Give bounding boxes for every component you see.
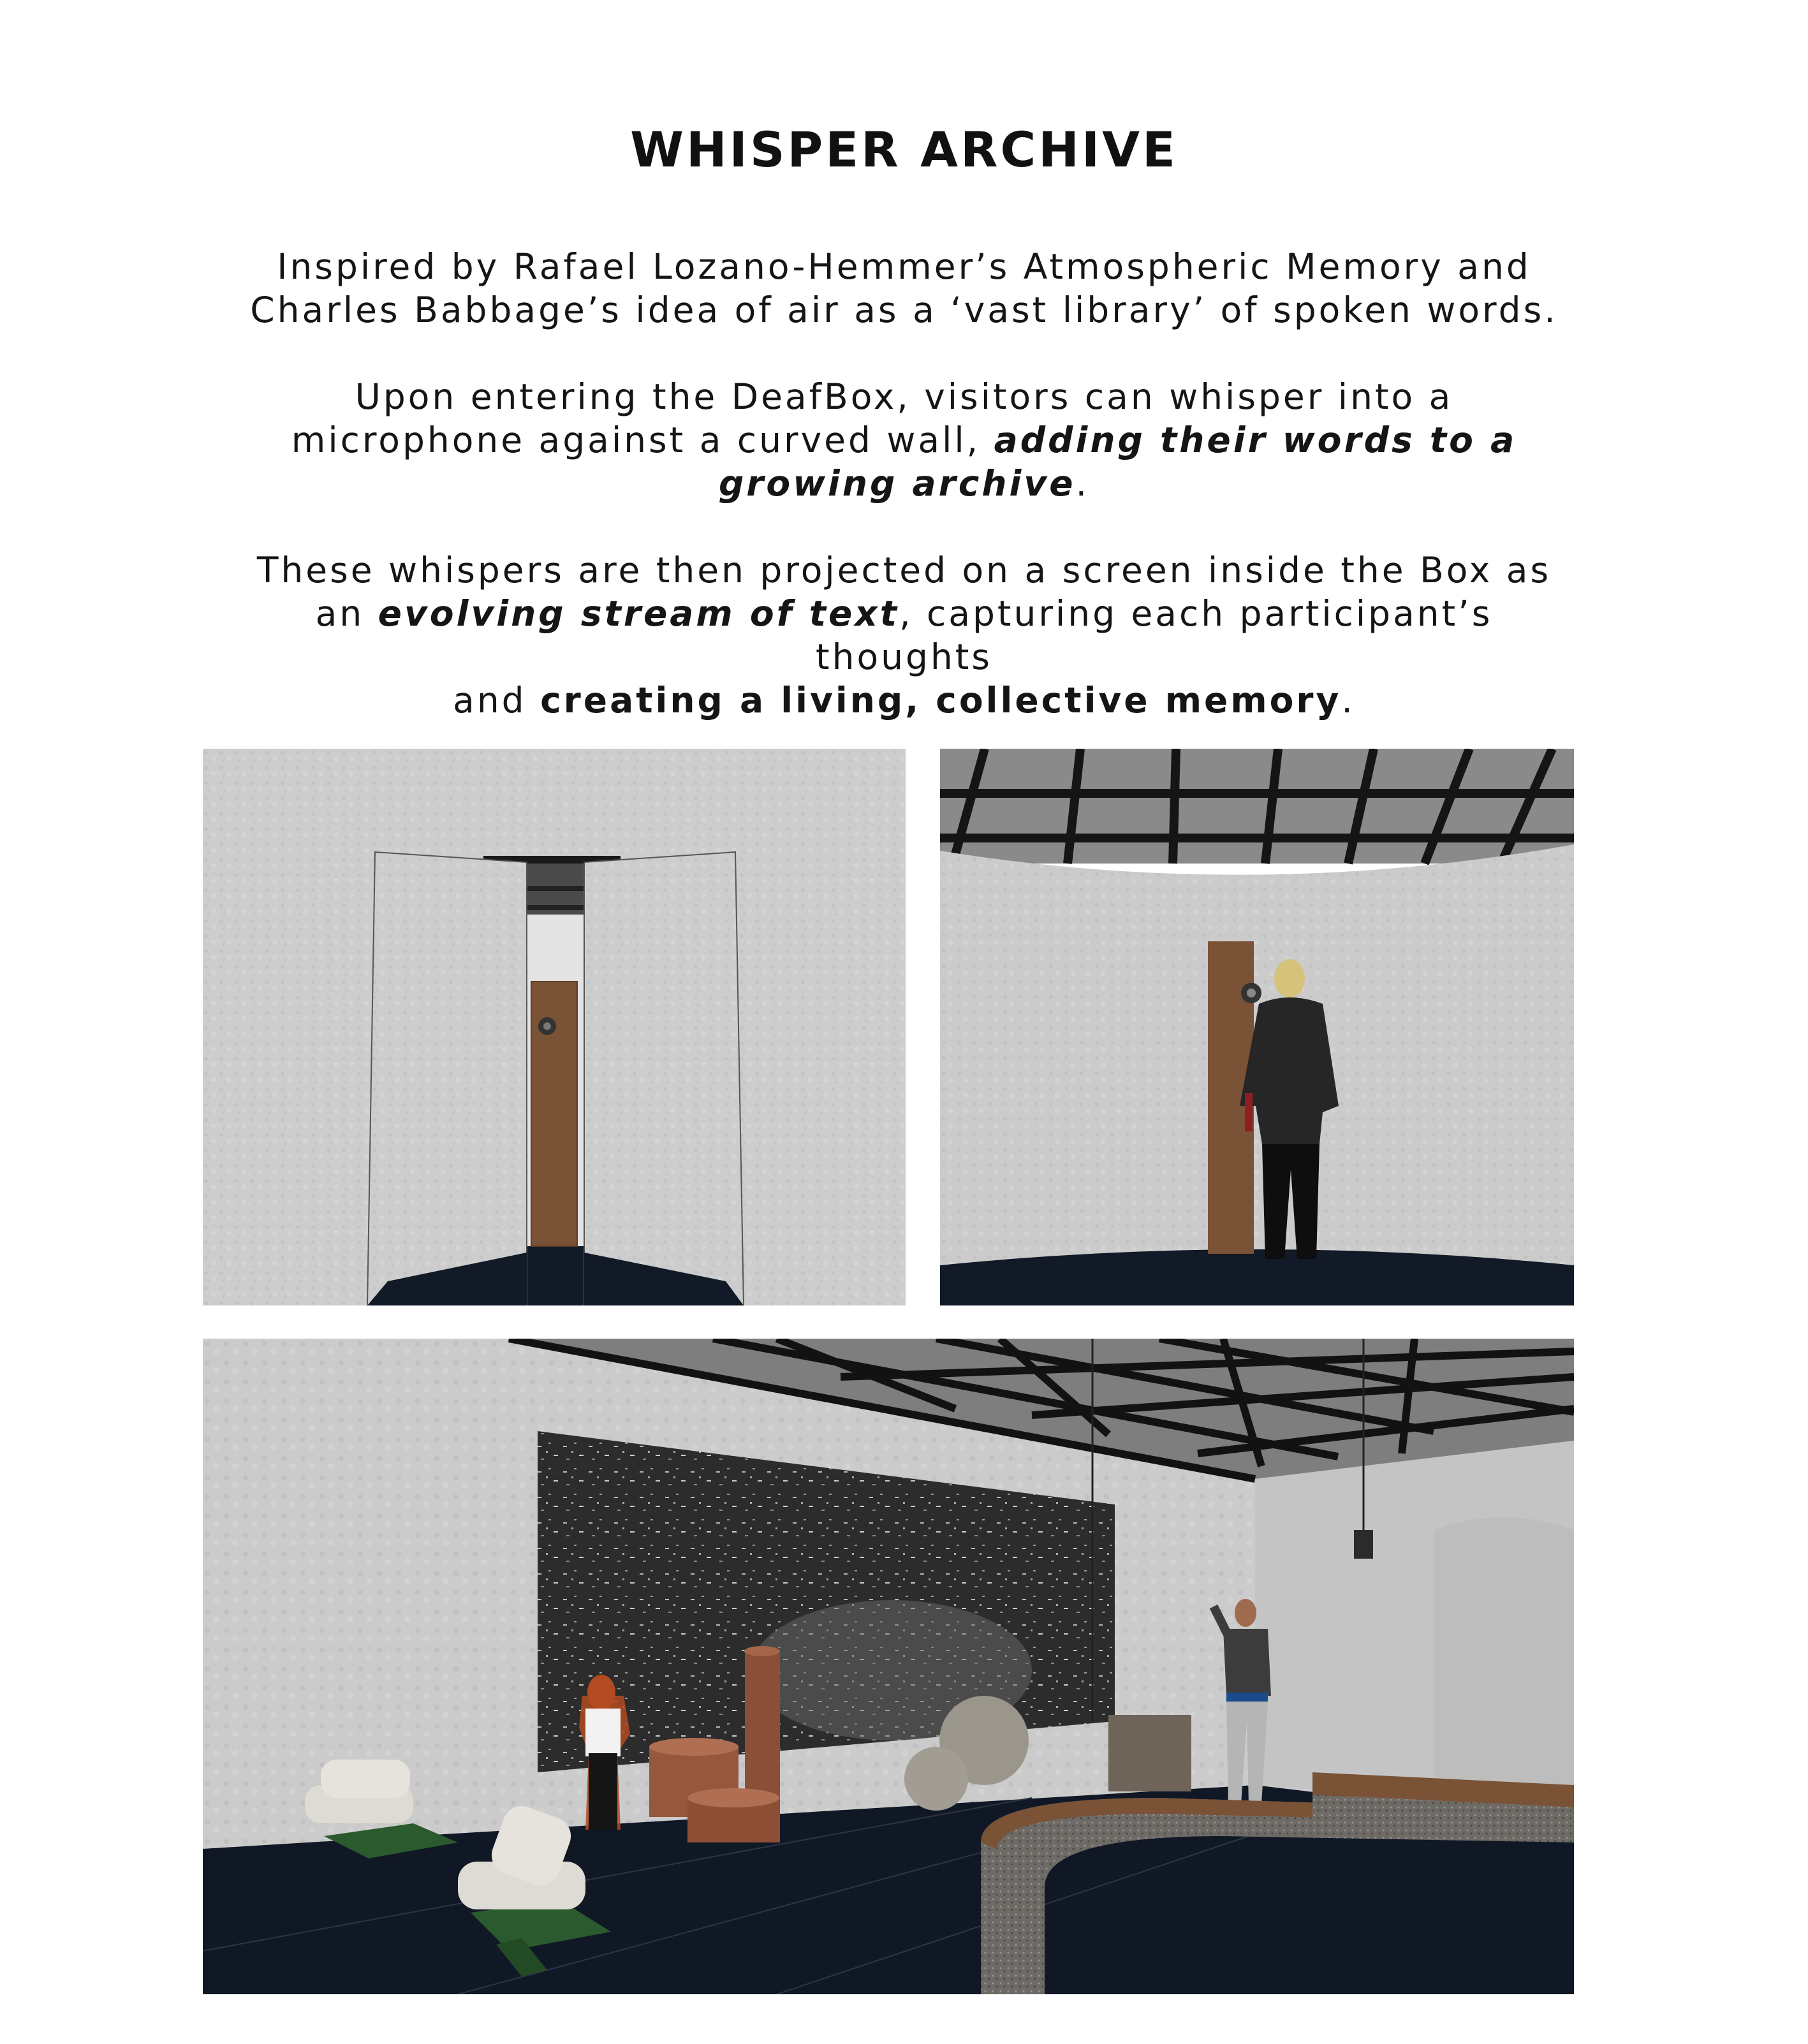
interior-render (203, 1339, 1574, 1994)
intro-line-1: Inspired by Rafael Lozano-Hemmer’s Atmospheric Memory and (277, 246, 1531, 287)
entering-emphasis-2: growing archive (718, 463, 1076, 504)
projection-emphasis-2: creating a living, collective memory (540, 680, 1342, 721)
entering-emphasis-1: adding their words to a (994, 420, 1517, 460)
projection-paragraph (242, 548, 1566, 722)
curved-wall-render (940, 749, 1574, 1305)
projection-emphasis-1: evolving stream of text (378, 593, 900, 634)
projection-line-2-start: an (315, 593, 378, 634)
right-panel (584, 852, 744, 1305)
projection-line-1: These whispers are then projected on a screen inside the Box as (256, 550, 1552, 591)
projection-line-3-end: . (1341, 680, 1355, 721)
projection-line-3-start: and (453, 680, 541, 721)
page-title: WHISPER ARCHIVE (630, 121, 1178, 178)
entrance-render (203, 749, 906, 1305)
sphere (904, 1747, 968, 1811)
entering-line-1: Upon entering the DeafBox, visitors can whisper into a (355, 376, 1453, 417)
entering-line-2: microphone against a curved wall, (291, 420, 994, 460)
entering-line-3-end: . (1075, 463, 1090, 504)
left-panel (367, 852, 527, 1305)
intro-line-2: Charles Babbage’s idea of air as a ‘vast library’ of spoken words. (250, 290, 1558, 330)
pendant-lamp (1354, 1530, 1373, 1559)
projection-line-2-end: , capturing each participant’s thoughts (816, 593, 1493, 677)
entering-paragraph (242, 375, 1566, 505)
intro-paragraph (242, 245, 1566, 332)
